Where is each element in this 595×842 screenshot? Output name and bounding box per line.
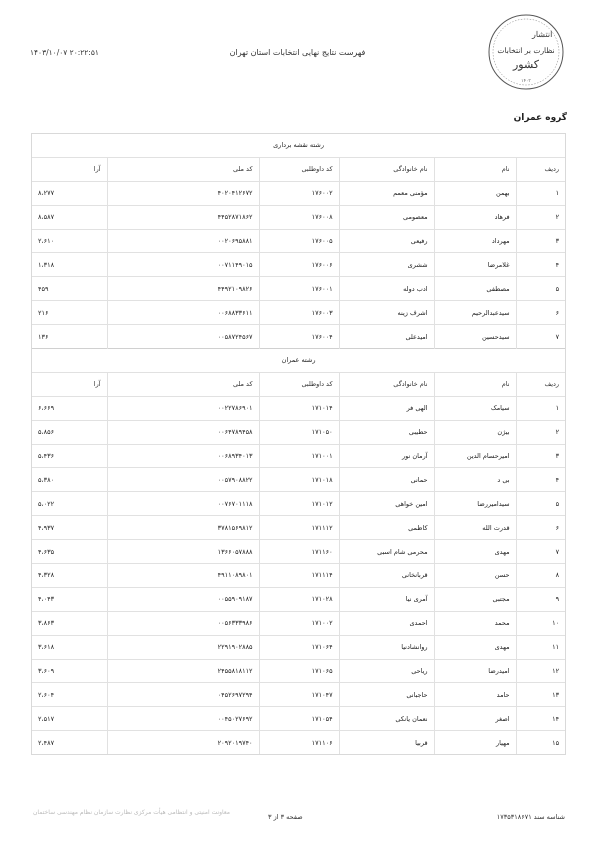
- cell-candidate-code: ۱۷۱۰۰۲: [259, 611, 339, 635]
- cell-national-id: ۰۰۵۶۳۳۳۹۸۶: [107, 611, 259, 635]
- table-row: [32, 253, 565, 277]
- cell-national-id: ۲۲۹۱۹۰۲۸۸۵: [107, 635, 259, 659]
- cell-votes: ۸،۵۸۷: [32, 205, 107, 229]
- cell-first-name: امیرحسام الدین: [434, 444, 516, 468]
- cell-row-number: ۴: [516, 468, 565, 492]
- cell-candidate-code: ۱۷۱۰۲۸: [259, 587, 339, 611]
- section-title-row: [32, 349, 565, 373]
- cell-last-name: حطیبی: [339, 420, 434, 444]
- cell-row-number: ۷: [516, 325, 565, 349]
- cell-national-id: ۰۰۷۱۱۴۹۰۱۵: [107, 253, 259, 277]
- cell-votes: ۵،۸۵۶: [32, 420, 107, 444]
- cell-national-id: ۲۴۵۵۸۱۸۱۱۲: [107, 659, 259, 683]
- cell-candidate-code: ۱۷۱۱۱۲: [259, 516, 339, 540]
- table-row: [32, 492, 565, 516]
- table-row: [32, 301, 565, 325]
- cell-last-name: ادب دوله: [339, 277, 434, 301]
- results-table-body: [32, 134, 565, 754]
- table-row: [32, 683, 565, 707]
- cell-first-name: مهدی: [434, 635, 516, 659]
- cell-first-name: بیژن: [434, 420, 516, 444]
- cell-row-number: ۵: [516, 277, 565, 301]
- svg-text:نظارت بر انتخابات: نظارت بر انتخابات: [497, 46, 555, 55]
- cell-candidate-code: ۱۷۶۰۰۱: [259, 277, 339, 301]
- cell-votes: ۱۳۶: [32, 325, 107, 349]
- table-row: [32, 420, 565, 444]
- column-header-row-number: ردیف: [516, 372, 565, 396]
- cell-last-name: امیدعلی: [339, 325, 434, 349]
- cell-candidate-code: ۱۷۱۱۱۴: [259, 564, 339, 588]
- cell-national-id: ۰۰۷۶۷۰۱۱۱۸: [107, 492, 259, 516]
- cell-candidate-code: ۱۷۶۰۰۳: [259, 301, 339, 325]
- cell-candidate-code: ۱۷۱۱۰۶: [259, 731, 339, 754]
- table-row: [32, 659, 565, 683]
- cell-votes: ۲۱۶: [32, 301, 107, 325]
- cell-row-number: ۴: [516, 253, 565, 277]
- cell-candidate-code: ۱۷۱۰۶۴: [259, 635, 339, 659]
- cell-last-name: رفیعی: [339, 229, 434, 253]
- cell-national-id: ۰۰۶۸۸۳۳۶۱۱: [107, 301, 259, 325]
- cell-candidate-code: ۱۷۶۰۰۴: [259, 325, 339, 349]
- table-row: [32, 396, 565, 420]
- cell-national-id: ۴۴۹۲۱۰۹۸۲۶: [107, 277, 259, 301]
- cell-national-id: ۳۷۸۱۵۶۹۸۱۲: [107, 516, 259, 540]
- svg-text:۱۴۰۳: ۱۴۰۳: [521, 79, 531, 84]
- cell-candidate-code: ۱۷۱۰۵۰: [259, 420, 339, 444]
- cell-first-name: سیامک: [434, 396, 516, 420]
- cell-votes: ۴۵۹: [32, 277, 107, 301]
- footer-note: معاونت امنیتی و انتظامی هیأت مرکزی نظارت سازمان نظام مهندسی ساختمان: [33, 809, 230, 816]
- cell-last-name: معصومی: [339, 205, 434, 229]
- cell-first-name: سیدامیررضا: [434, 492, 516, 516]
- cell-votes: ۴،۶۳۵: [32, 540, 107, 564]
- column-header-last-name: نام خانوادگی: [339, 372, 434, 396]
- cell-votes: ۲،۴۸۷: [32, 731, 107, 754]
- column-header-national-id: کد ملی: [107, 157, 259, 181]
- column-header-candidate-code: کد داوطلبی: [259, 372, 339, 396]
- cell-national-id: ۰۴۵۲۶۹۷۲۹۴: [107, 683, 259, 707]
- cell-candidate-code: ۱۷۱۰۵۴: [259, 707, 339, 731]
- group-title: گروه عمران: [513, 113, 567, 123]
- cell-votes: ۲،۶۰۴: [32, 683, 107, 707]
- cell-first-name: قدرت الله: [434, 516, 516, 540]
- cell-first-name: حامد: [434, 683, 516, 707]
- cell-votes: ۴،۳۲۸: [32, 564, 107, 588]
- cell-last-name: الهی فر: [339, 396, 434, 420]
- cell-candidate-code: ۱۷۶۰۰۶: [259, 253, 339, 277]
- cell-votes: ۲،۵۱۷: [32, 707, 107, 731]
- cell-row-number: ۷: [516, 540, 565, 564]
- cell-first-name: بهمن: [434, 181, 516, 205]
- table-header-row: [32, 372, 565, 396]
- cell-votes: ۶،۶۶۹: [32, 396, 107, 420]
- cell-row-number: ۶: [516, 301, 565, 325]
- cell-first-name: حسن: [434, 564, 516, 588]
- cell-candidate-code: ۱۷۱۰۰۱: [259, 444, 339, 468]
- section-title: رشته عمران: [32, 349, 565, 373]
- cell-candidate-code: ۱۷۱۰۶۵: [259, 659, 339, 683]
- cell-first-name: سیدحسین: [434, 325, 516, 349]
- svg-text:انتشار: انتشار: [532, 30, 553, 39]
- cell-last-name: حاجبانی: [339, 683, 434, 707]
- cell-votes: ۵،۳۸۰: [32, 468, 107, 492]
- table-row: [32, 611, 565, 635]
- cell-first-name: مهرداد: [434, 229, 516, 253]
- cell-national-id: ۰۰۵۷۹۰۸۸۲۲: [107, 468, 259, 492]
- table-header-row: [32, 157, 565, 181]
- column-header-last-name: نام خانوادگی: [339, 157, 434, 181]
- table-row: [32, 444, 565, 468]
- cell-row-number: ۹: [516, 587, 565, 611]
- cell-row-number: ۱۲: [516, 659, 565, 683]
- cell-last-name: آمری نیا: [339, 587, 434, 611]
- cell-candidate-code: ۱۷۱۰۱۸: [259, 468, 339, 492]
- cell-row-number: ۱۴: [516, 707, 565, 731]
- cell-candidate-code: ۱۷۶۰۰۵: [259, 229, 339, 253]
- cell-last-name: کاظمی: [339, 516, 434, 540]
- cell-first-name: مهیار: [434, 731, 516, 754]
- cell-candidate-code: ۱۷۱۰۱۲: [259, 492, 339, 516]
- cell-last-name: نعمان یانکی: [339, 707, 434, 731]
- cell-votes: ۴،۹۳۷: [32, 516, 107, 540]
- table-row: [32, 516, 565, 540]
- cell-national-id: ۰۰۵۸۷۲۴۵۶۷: [107, 325, 259, 349]
- cell-national-id: ۰۰۲۰۶۹۵۸۸۱: [107, 229, 259, 253]
- cell-votes: ۳،۶۱۸: [32, 635, 107, 659]
- column-header-first-name: نام: [434, 157, 516, 181]
- cell-first-name: غلامرضا: [434, 253, 516, 277]
- column-header-candidate-code: کد داوطلبی: [259, 157, 339, 181]
- cell-votes: ۳،۶۰۹: [32, 659, 107, 683]
- cell-last-name: احمدی: [339, 611, 434, 635]
- table-row: [32, 181, 565, 205]
- results-table: [31, 133, 566, 755]
- table-row: [32, 731, 565, 754]
- cell-first-name: بی د: [434, 468, 516, 492]
- table-row: [32, 564, 565, 588]
- cell-row-number: ۳: [516, 444, 565, 468]
- cell-row-number: ۱۰: [516, 611, 565, 635]
- cell-row-number: ۳: [516, 229, 565, 253]
- table-row: [32, 205, 565, 229]
- cell-first-name: محمد: [434, 611, 516, 635]
- cell-national-id: ۴۴۵۲۸۷۱۸۶۲: [107, 205, 259, 229]
- cell-first-name: مهدی: [434, 540, 516, 564]
- print-datetime: ۱۴۰۳/۱۰/۰۷ ۲۰:۲۲:۵۱: [30, 48, 99, 57]
- cell-last-name: روانشادنیا: [339, 635, 434, 659]
- cell-row-number: ۱۵: [516, 731, 565, 754]
- cell-row-number: ۵: [516, 492, 565, 516]
- column-header-national-id: کد ملی: [107, 372, 259, 396]
- cell-candidate-code: ۱۷۱۰۴۷: [259, 683, 339, 707]
- section-title: رشته نقشه برداری: [273, 141, 324, 150]
- cell-last-name: ششری: [339, 253, 434, 277]
- cell-votes: ۵،۴۳۶: [32, 444, 107, 468]
- cell-candidate-code: ۱۷۱۰۱۴: [259, 396, 339, 420]
- cell-candidate-code: ۱۷۶۰۰۸: [259, 205, 339, 229]
- column-header-votes: آرا: [32, 157, 107, 181]
- section-title-row: [32, 134, 565, 157]
- table-row: [32, 325, 565, 349]
- cell-votes: ۸،۲۷۷: [32, 181, 107, 205]
- cell-national-id: ۴۹۱۱۰۸۹۸۰۱: [107, 564, 259, 588]
- cell-last-name: آرمان نور: [339, 444, 434, 468]
- page-title: فهرست نتایج نهایی انتخابات استان تهران: [229, 48, 366, 57]
- cell-votes: ۳،۸۶۳: [32, 611, 107, 635]
- table-row: [32, 468, 565, 492]
- cell-last-name: حمانی: [339, 468, 434, 492]
- cell-first-name: مجتبی: [434, 587, 516, 611]
- cell-last-name: امین خواهی: [339, 492, 434, 516]
- cell-first-name: اصغر: [434, 707, 516, 731]
- cell-votes: ۴،۰۴۳: [32, 587, 107, 611]
- cell-votes: ۱،۳۱۸: [32, 253, 107, 277]
- cell-last-name: محرمی شام اسبی: [339, 540, 434, 564]
- column-header-votes: آرا: [32, 372, 107, 396]
- cell-votes: ۵،۰۲۲: [32, 492, 107, 516]
- table-row: [32, 277, 565, 301]
- cell-national-id: ۴۰۲۰۴۱۲۶۷۲: [107, 181, 259, 205]
- table-row: [32, 229, 565, 253]
- cell-national-id: ۰۰۶۴۷۸۹۴۵۸: [107, 420, 259, 444]
- cell-votes: ۲،۶۱۰: [32, 229, 107, 253]
- column-header-row-number: ردیف: [516, 157, 565, 181]
- cell-first-name: فرهاد: [434, 205, 516, 229]
- column-header-first-name: نام: [434, 372, 516, 396]
- cell-row-number: ۲: [516, 205, 565, 229]
- document-id: شناسه سند ۱۷۳۵۳۱۸۶۷۱: [496, 813, 565, 821]
- cell-row-number: ۱۳: [516, 683, 565, 707]
- cell-candidate-code: ۱۷۱۱۶۰: [259, 540, 339, 564]
- cell-last-name: قربانخانی: [339, 564, 434, 588]
- table-row: [32, 587, 565, 611]
- cell-national-id: ۰۰۶۸۹۳۴۰۱۳: [107, 444, 259, 468]
- cell-row-number: ۱: [516, 181, 565, 205]
- table-row: [32, 707, 565, 731]
- cell-row-number: ۲: [516, 420, 565, 444]
- page-number: صفحه ۳ از ۳: [268, 813, 303, 821]
- cell-national-id: ۰۰۵۵۹۰۹۱۸۷: [107, 587, 259, 611]
- cell-last-name: قربیا: [339, 731, 434, 754]
- cell-national-id: ۰۰۲۲۷۸۶۹۰۱: [107, 396, 259, 420]
- cell-row-number: ۶: [516, 516, 565, 540]
- table-row: [32, 635, 565, 659]
- table-row: [32, 540, 565, 564]
- cell-national-id: ۰۰۴۵۰۲۷۶۹۲: [107, 707, 259, 731]
- cell-row-number: ۸: [516, 564, 565, 588]
- cell-last-name: ریاحی: [339, 659, 434, 683]
- cell-row-number: ۱: [516, 396, 565, 420]
- cell-first-name: سیدعبدالرحیم: [434, 301, 516, 325]
- cell-first-name: مصطفی: [434, 277, 516, 301]
- svg-text:کشور: کشور: [512, 58, 540, 71]
- cell-national-id: ۲۰۹۲۰۱۹۷۴۰: [107, 731, 259, 754]
- cell-last-name: اشرف زینه: [339, 301, 434, 325]
- cell-national-id: ۱۳۶۶۰۵۷۸۸۸: [107, 540, 259, 564]
- cell-first-name: امیدرضا: [434, 659, 516, 683]
- cell-last-name: مؤمنی معمم: [339, 181, 434, 205]
- cell-row-number: ۱۱: [516, 635, 565, 659]
- cell-candidate-code: ۱۷۶۰۰۲: [259, 181, 339, 205]
